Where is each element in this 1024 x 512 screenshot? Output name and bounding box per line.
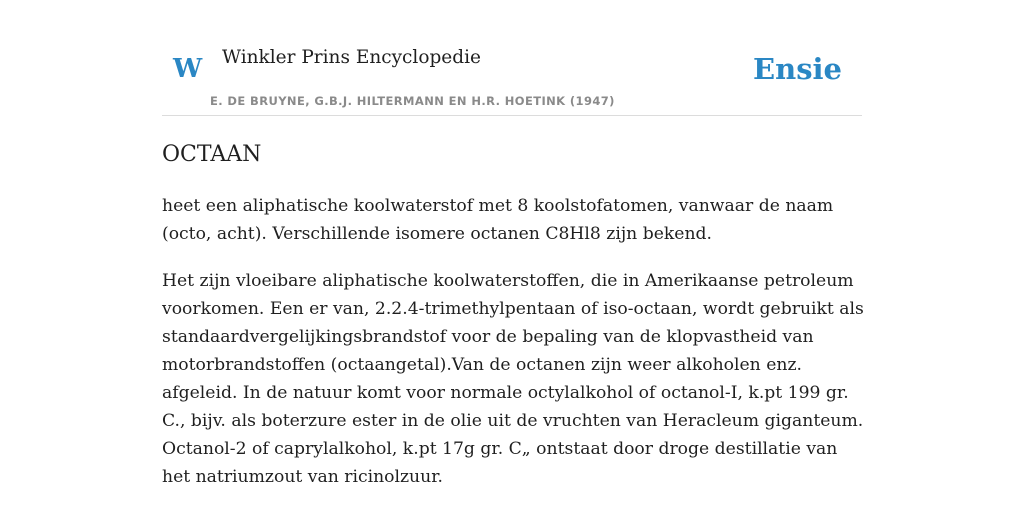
winkler-prins-logo-icon[interactable]: W xyxy=(173,54,203,84)
ensie-logo[interactable]: Ensie xyxy=(753,52,842,86)
article-paragraph-1: heet een aliphatische koolwaterstof met 8 koolstofatomen, vanwaar de naam (octo, acht). Verschillende isomere octanen C8Hl8 zijn bekend. xyxy=(162,196,834,244)
publication-title[interactable]: Winkler Prins Encyclopedie xyxy=(222,47,481,68)
article-title: OCTAAN xyxy=(162,142,262,167)
article-body xyxy=(162,192,866,510)
header-divider xyxy=(162,115,862,116)
publication-authors: E. DE BRUYNE, G.B.J. HILTERMANN EN H.R. HOETINK (1947) xyxy=(210,94,615,108)
article-paragraph-2: Het zijn vloeibare aliphatische koolwaterstoffen, die in Amerikaanse petroleum voorkomen. Een er van, 2.2.4-trimethylpentaan of iso-octaan, wordt gebruikt als standaardvergelijkingsbrandstof voor de bepaling van de klopvastheid van motorbrandstoffen (octaangetal).Van de octanen zijn weer alkoholen enz. afgeleid. In de natuur komt voor normale octylalkohol of octanol-I, k.pt 199 gr. C., bijv. als boterzure ester in de olie uit de vruchten van Heracleum giganteum. Octanol-2 of caprylalkohol, k.pt 17g gr. C„ ontstaat door droge destillatie van het natriumzout van ricinolzuur. xyxy=(162,271,864,487)
